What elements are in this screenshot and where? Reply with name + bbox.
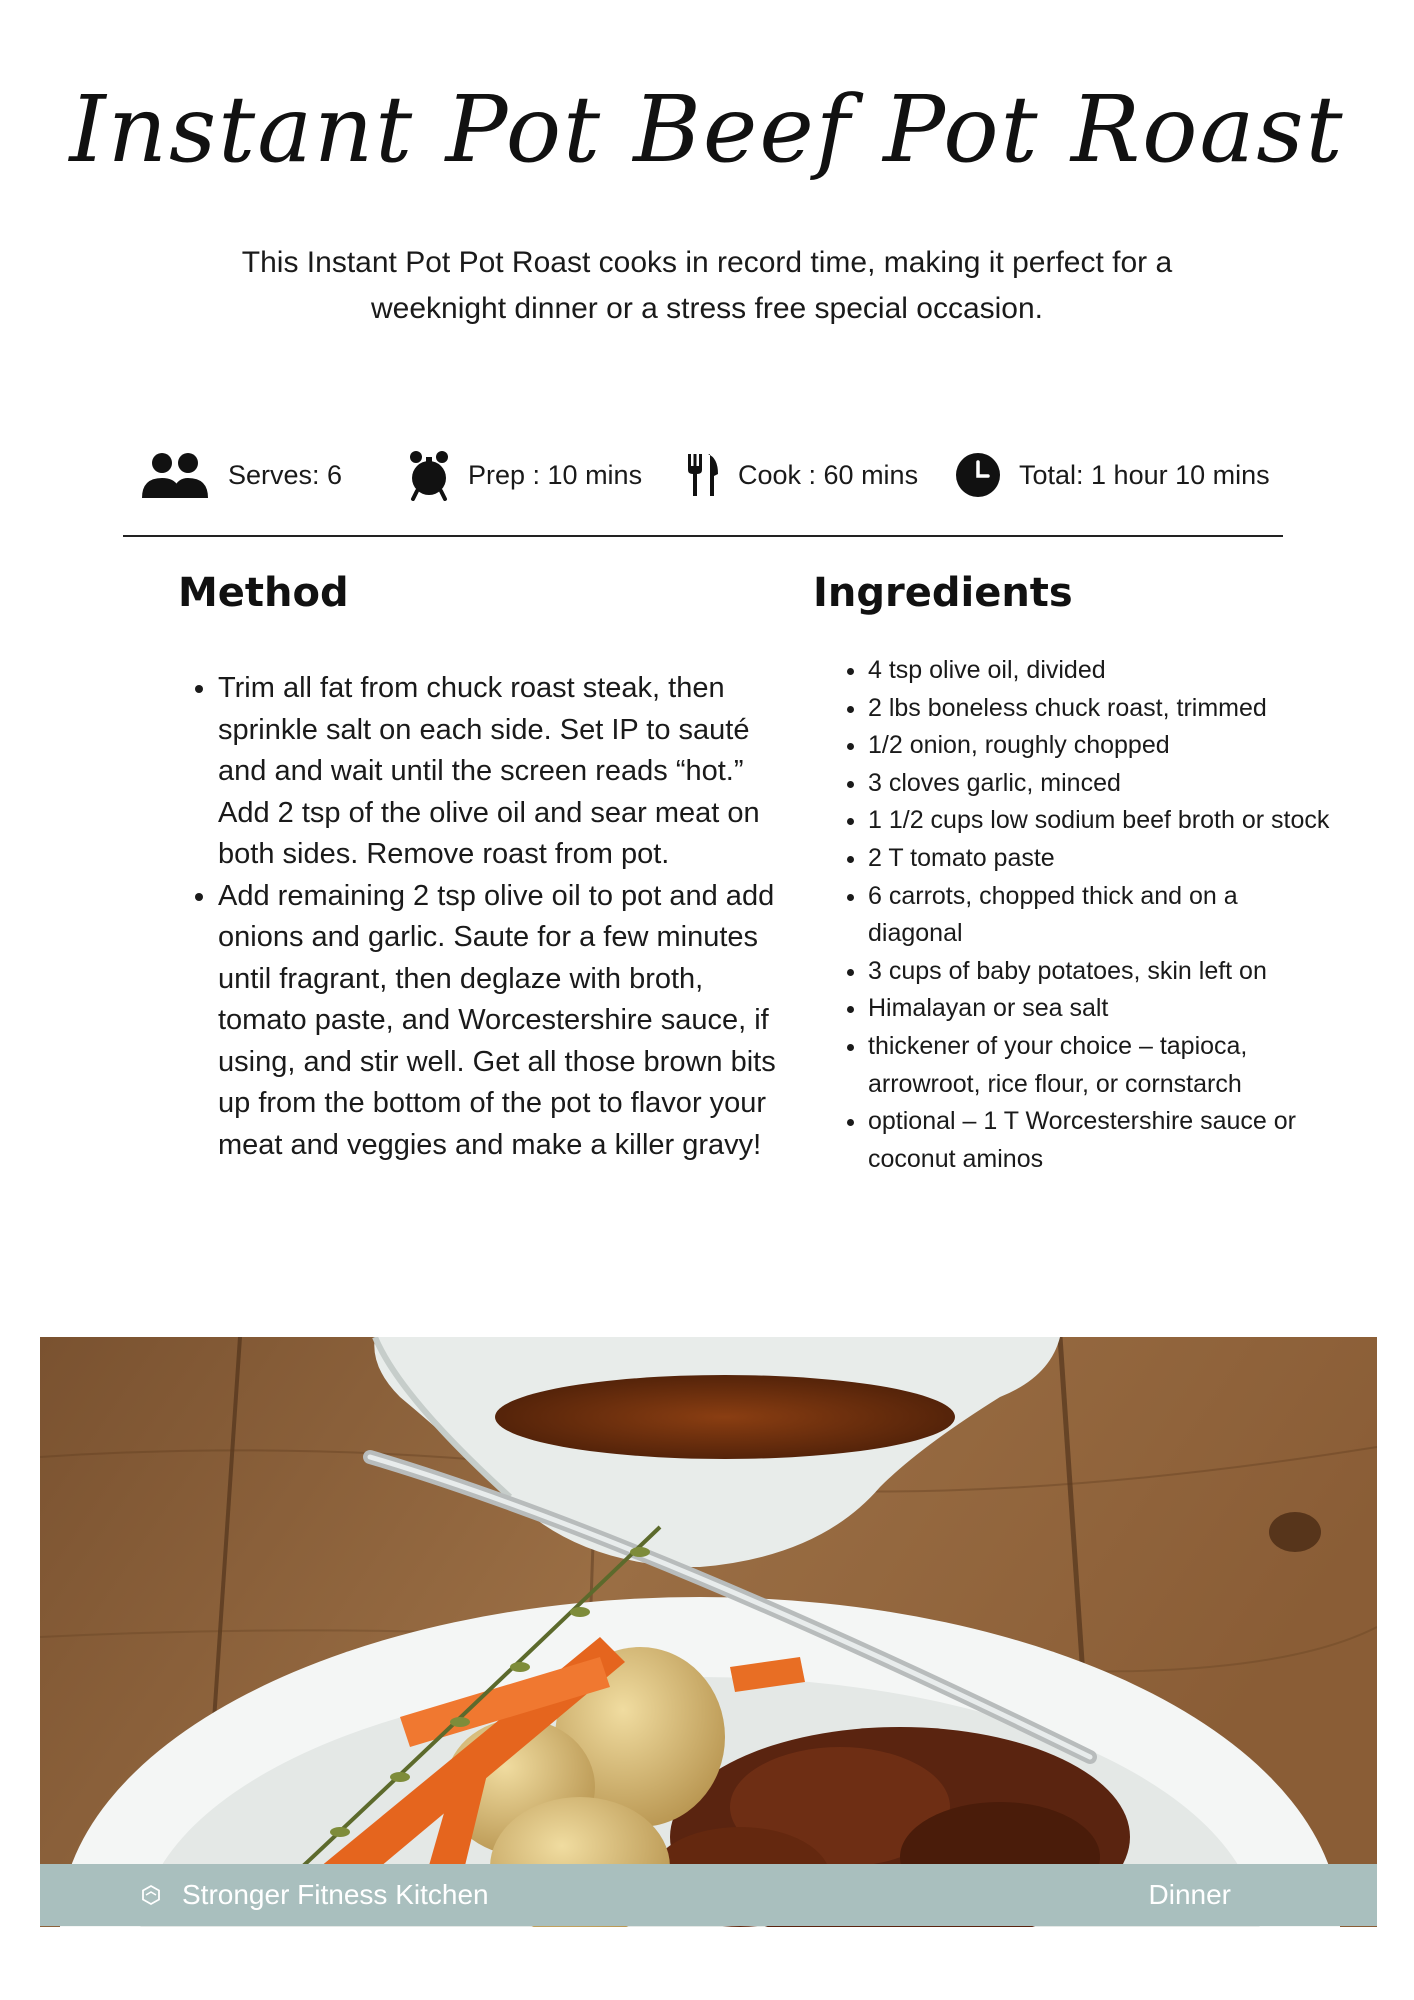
total-stat	[955, 445, 1270, 505]
ingredient-item: • thickener of your choice – tapioca, arrowroot, rice flour, or cornstarch	[868, 1028, 1338, 1103]
ingredients-list	[828, 652, 1338, 1178]
pot-roast-photo	[40, 1337, 1377, 1927]
recipe-title: Instant Pot Beef Pot Roast	[69, 76, 1345, 183]
ingredient-item: • 2 lbs boneless chuck roast, trimmed	[868, 690, 1338, 728]
total-label: Total: 1 hour 10 mins	[1019, 459, 1270, 490]
recipe-description: This Instant Pot Pot Roast cooks in record time, making it perfect for a weeknight dinner or a stress free special occasion.	[241, 246, 1173, 325]
ingredients-heading: Ingredients	[813, 570, 1073, 616]
ingredient-item: • 3 cups of baby potatoes, skin left on	[868, 953, 1338, 991]
ingredient-item: • 4 tsp olive oil, divided	[868, 652, 1338, 690]
method-list	[178, 668, 798, 1166]
footer-brand	[140, 1864, 489, 1926]
ingredient-item: • 1 1/2 cups low sodium beef broth or stock	[868, 802, 1338, 840]
serves-stat	[140, 445, 342, 505]
brand-logo-icon	[140, 1884, 162, 1906]
prep-label: Prep : 10 mins	[468, 459, 643, 490]
category-label: Dinner	[1148, 1879, 1231, 1910]
cook-stat	[686, 445, 918, 505]
method-step: • Add remaining 2 tsp olive oil to pot and add onions and garlic. Saute for a few minutes until fragrant, then deglaze with broth, tomato paste, and Worcestershire sauce, if using, and stir well. Get all those brown bits up from the bottom of the pot to flavor your meat and veggies and make a killer gravy!	[218, 876, 798, 1167]
method-step: • Trim all fat from chuck roast steak, then sprinkle salt on each side. Set IP to sauté and and wait until the screen reads “hot.” Add 2 tsp of the olive oil and sear meat on both sides. Remove roast from pot.	[218, 668, 798, 876]
section-divider	[123, 535, 1283, 537]
ingredient-item: • 2 T tomato paste	[868, 840, 1338, 878]
cook-label: Cook : 60 mins	[738, 459, 919, 490]
alarm-clock-icon	[408, 449, 450, 501]
ingredient-item: • optional – 1 T Worcestershire sauce or coconut aminos	[868, 1103, 1338, 1178]
people-icon	[140, 450, 210, 500]
footer-bar	[40, 1864, 1377, 1926]
fork-knife-icon	[686, 452, 720, 498]
ingredient-item: • 3 cloves garlic, minced	[868, 765, 1338, 803]
clock-icon	[955, 452, 1001, 498]
recipe-stats	[0, 445, 1414, 505]
serves-label: Serves: 6	[228, 459, 343, 490]
brand-name: Stronger Fitness Kitchen	[182, 1879, 489, 1910]
ingredient-item: • 1/2 onion, roughly chopped	[868, 727, 1338, 765]
prep-stat	[408, 445, 642, 505]
ingredient-item: • Himalayan or sea salt	[868, 990, 1338, 1028]
method-heading: Method	[178, 570, 349, 616]
ingredient-item: • 6 carrots, chopped thick and on a diagonal	[868, 878, 1338, 953]
